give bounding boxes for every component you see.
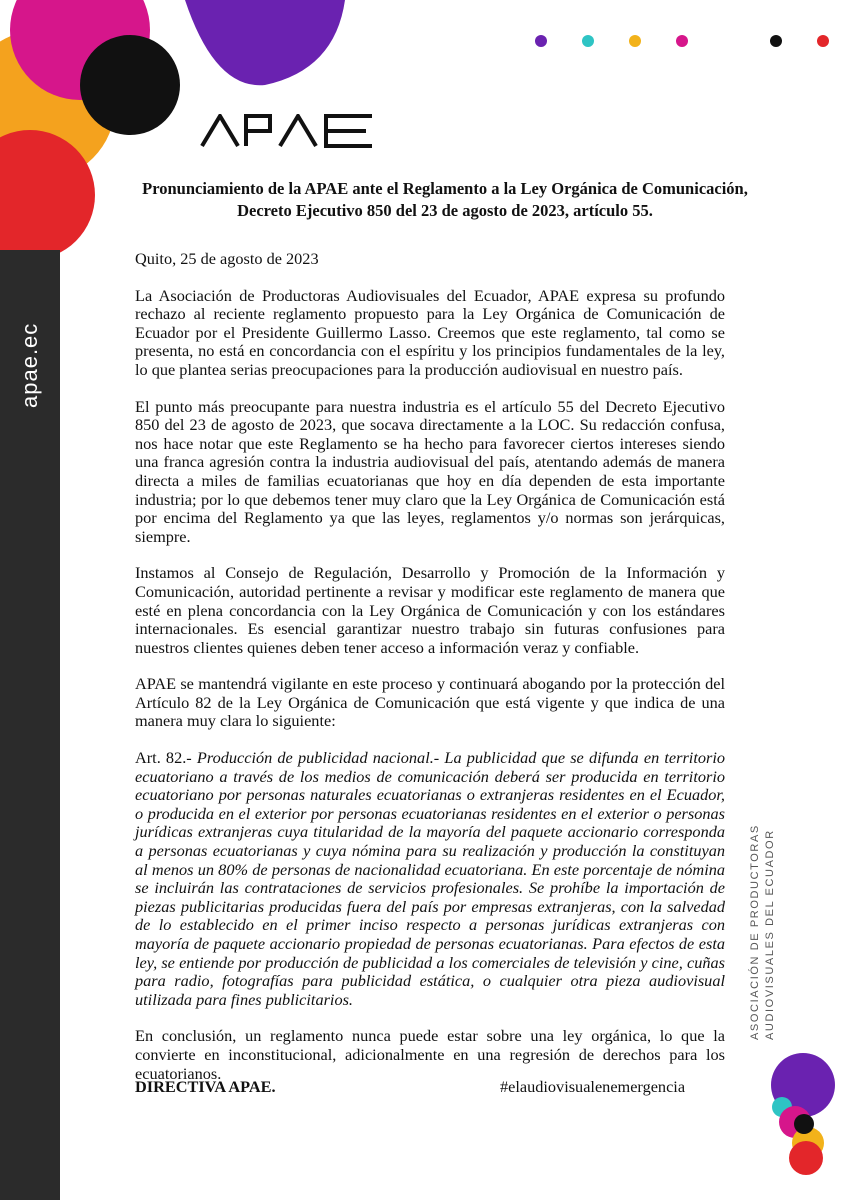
title-line-1: Pronunciamiento de la APAE ante el Reglamento a la Ley Orgánica de Comunicación, [142,179,748,198]
website-label: apae.ec [17,322,42,408]
red-dot [817,35,829,47]
top-purple-shape [185,0,385,90]
title-line-2: Decreto Ejecutivo 850 del 23 de agosto de 2023, artículo 55. [237,201,653,220]
article-title: Producción de publicidad nacional.- [196,748,440,768]
br-red-circle [789,1141,823,1175]
paragraph-1: La Asociación de Productoras Audiovisuales del Ecuador, APAE expresa su profundo rechazo al reciente reglamento propuesto para la Ley Orgánica de Comunicación de Ecuador por el Presidente Guillermo Lasso. Creemos que este reglamento, tal como se presenta, no está en concordancia con el espíritu y los principios fundamentales de la ley, lo que plantea serias preocupaciones para la producción audiovisual en nuestro país. [135,285,725,379]
purple-dot [535,35,547,47]
bottom-right-decoration [770,1050,850,1200]
paragraph-3: Instamos al Consejo de Regulación, Desarrollo y Promoción de la Información y Comunicación, autoridad pertinente a revisar y modificar este reglamento de manera que esté en plena concordancia con la Ley Orgánica de Comunicación y con los estándares internacionales. Es esencial garantizar nuestro trabajo sin futuras confusiones para nuestros clientes quienes deben tener acceso a información veraz y confiable. [135,563,725,657]
paragraph-4: APAE se mantendrá vigilante en este proceso y continuará abogando por la protección del Artículo 82 de la Ley Orgánica de Comunicación que está vigente y que indica de una manera muy clara lo siguiente: [135,674,725,731]
conclusion-paragraph: En conclusión, un reglamento nunca puede estar sobre una ley orgánica, lo que la convierte en inconstitucional, adicionalmente en una regresión de derechos para los ecuatorianos. [135,1026,725,1083]
paragraph-2: El punto más preocupante para nuestra industria es el artículo 55 del Decreto Ejecutivo 850 del 23 de agosto de 2023, que socava directamente a la LOC. Su redacción confusa, nos hace notar que este Reglamento se ha hecho para favorecer ciertos intereses siendo una franca agresión contra la industria audiovisual del país, atentando además de manera directa a miles de familias ecuatorianas que hoy en día dependen de esta importante industria; por lo que debemos tener muy claro que la Ley Orgánica de Comunicación está por encima del Reglamento ya que las leyes, reglamentos y/o normas son jerárquicas, siempre. [135,396,725,546]
yellow-dot [629,35,641,47]
br-black-circle [794,1114,814,1134]
black-dot [770,35,782,47]
association-line-2: AUDIOVISUALES DEL ECUADOR [764,829,776,1040]
document-title [110,178,780,222]
article-body: La publicidad que se difunda en territorio ecuatoriano a través de los medios de comunicación deberá ser producida en territorio ecuatoriano por personas naturales ecuatorianas o extranjeras residentes en el Ecuador, o producida en el exterior por personas ecuatorianas residentes en el exterior o personas jurídicas extranjeras cuya titularidad de la mayoría del paquete accionario corresponda a personas ecuatorianas y cuya nómina para su realización y producción la constituyan al menos un 80% de personas de nacionalidad ecuatoriana. En este porcentaje de nómina se incluirán las contrataciones de servicios profesionales. Se prohíbe la importación de piezas publicitarias producidas fuera del país por empresas extranjeras, con la salvedad de lo establecido en el primer inciso respecto a personas jurídicas extranjeras con mayoría de paquete accionario propiedad de personas ecuatorianas. Para efectos de esta ley, se entiende por producción de publicidad a los comerciales de televisión y cine, cuñas para radio, fotografías para publicidad estática, o cualquier otra pieza audiovisual utilizada para fines publicitarios. [135,748,725,1009]
magenta-dot [676,35,688,47]
teal-dot [582,35,594,47]
apae-logo [200,114,374,148]
black-circle [80,35,180,135]
hashtag: #elaudiovisualenemergencia [500,1077,686,1096]
document-body [135,250,725,1101]
association-line-1: ASOCIACIÓN DE PRODUCTORAS [749,824,761,1040]
article-label: Art. 82.- [135,748,192,768]
association-vertical-text [748,824,778,1040]
signature: DIRECTIVA APAE. [135,1077,276,1096]
article-82-quote [135,749,725,1009]
date-line: Quito, 25 de agosto de 2023 [135,249,319,268]
